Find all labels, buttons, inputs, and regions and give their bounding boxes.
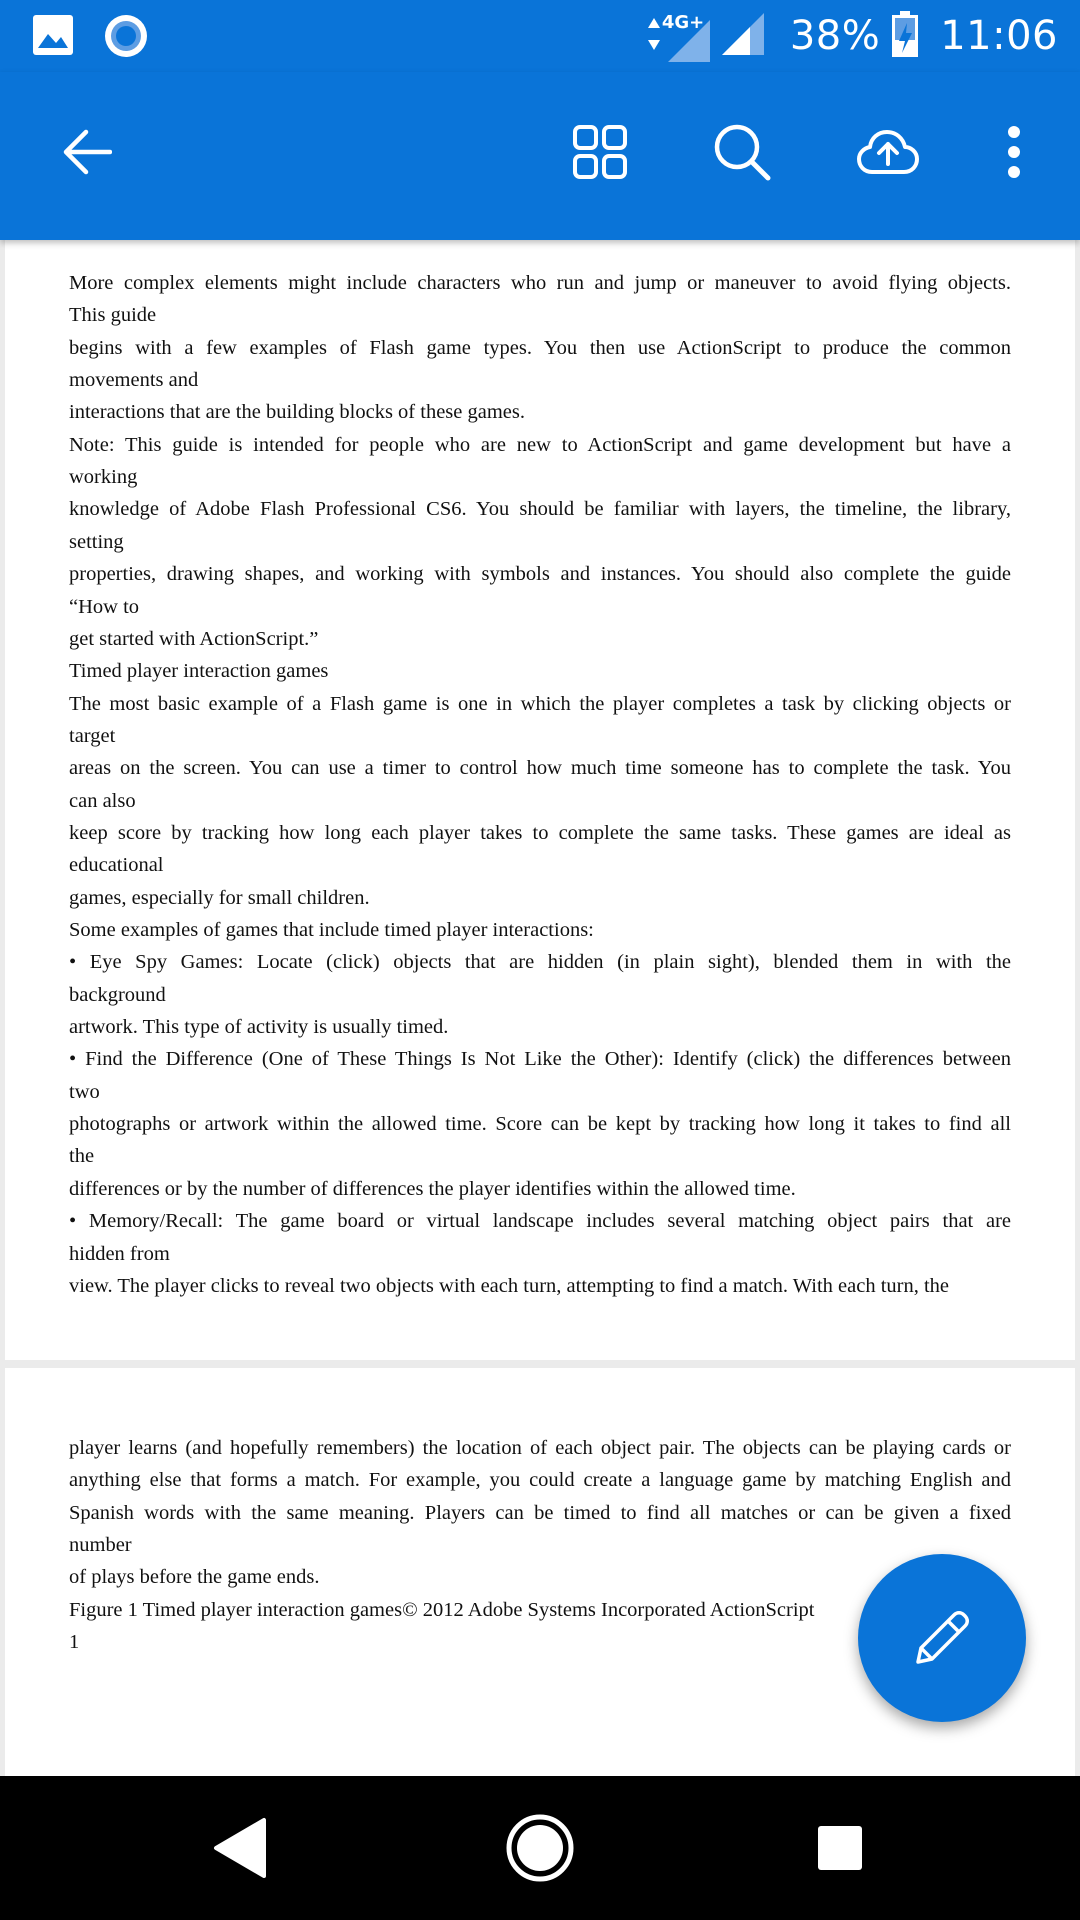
text-line: of plays before the game ends. [69, 1566, 320, 1589]
text-line: background [69, 983, 166, 1006]
text-line: Some examples of games that include timed player interactions: [69, 919, 594, 941]
text-line: keep score by tracking how long each player takes to complete the same tasks. These games are ideal as [69, 821, 1011, 844]
text-line: Note: This guide is intended for people who are new to ActionScript and game development but have a [69, 433, 1011, 456]
cloud-upload-icon [856, 128, 920, 176]
battery-charging-icon [892, 11, 918, 61]
nav-back-icon [212, 1817, 268, 1879]
sync-notification-icon [104, 14, 148, 63]
text-line: interactions that are the building blocks of these games. [69, 401, 525, 424]
nav-recents-button[interactable] [780, 1788, 900, 1908]
text-line: view. The player clicks to reveal two objects with each turn, attempting to find a match. With each turn, the [69, 1274, 950, 1297]
text-line: target [69, 724, 116, 747]
clock: 11:06 [940, 13, 1058, 59]
text-line: artwork. This type of activity is usually timed. [69, 1016, 449, 1039]
text-line: hidden from [69, 1242, 170, 1265]
text-line: can also [69, 789, 136, 812]
text-line: • Eye Spy Games: Locate (click) objects that are hidden (in plain sight), blended them in with the [69, 951, 1011, 974]
text-line: begins with a few examples of Flash game types. You then use ActionScript to produce the common [69, 336, 1011, 359]
nav-back-button[interactable] [180, 1788, 300, 1908]
text-line: the [69, 1145, 95, 1168]
gallery-notification-icon [32, 14, 74, 61]
text-line: Timed player interaction games [69, 660, 329, 683]
status-bar [0, 0, 1080, 72]
status-indicators [642, 0, 1058, 72]
text-line: anything else that forms a match. For example, you could create a language game by matching English and [69, 1469, 1011, 1492]
text-line: The most basic example of a Flash game is one in which the player completes a task by clicking objects or [69, 692, 1011, 715]
text-line: two [69, 1080, 100, 1103]
more-vert-icon [1004, 124, 1024, 180]
app-toolbar [0, 72, 1080, 240]
text-line: properties, drawing shapes, and working with symbols and instances. You should also complete the guide [69, 563, 1011, 586]
text-line: areas on the screen. You can use a timer to control how much time someone has to complete the task. You [69, 757, 1011, 780]
system-nav-bar [0, 1776, 1080, 1920]
text-line: educational [69, 854, 164, 877]
cloud-upload-button[interactable] [840, 104, 936, 200]
text-line: movements and [69, 369, 199, 392]
text-line: knowledge of Adobe Flash Professional CS6. You should be familiar with layers, the timeline, the library, [69, 498, 1011, 521]
text-line: “How to [69, 595, 140, 618]
battery-percent: 38% [789, 13, 881, 59]
signal-strength-icon [720, 11, 766, 61]
text-line: setting [69, 530, 124, 553]
nav-home-icon [505, 1813, 575, 1883]
nav-recents-icon [816, 1824, 864, 1872]
text-line: differences or by the number of differences the player identifies within the allowed time. [69, 1177, 796, 1200]
text-line: player learns (and hopefully remembers) the location of each object pair. The objects can be playing cards or [69, 1437, 1011, 1459]
text-line: • Memory/Recall: The game board or virtual landscape includes several matching object pairs that are [69, 1210, 1011, 1233]
more-options-button[interactable] [966, 104, 1062, 200]
search-icon [712, 122, 772, 182]
text-line: Figure 1 Timed player interaction games© 2012 Adobe Systems Incorporated ActionScript [69, 1598, 815, 1621]
text-line: photographs or artwork within the allowed time. Score can be kept by tracking how long it takes to find all [69, 1113, 1011, 1136]
back-button[interactable] [38, 104, 134, 200]
grid-view-button[interactable] [552, 104, 648, 200]
text-line: 1 [69, 1631, 80, 1654]
document-viewer[interactable] [0, 240, 1080, 1776]
pencil-edit-icon [910, 1606, 974, 1670]
text-line: This guide [69, 304, 157, 327]
text-line: working [69, 466, 138, 489]
grid-view-icon [572, 124, 628, 180]
text-line: number [69, 1534, 132, 1557]
text-line: • Find the Difference (One of These Things Is Not Like the Other): Identify (click) the differences between [69, 1048, 1011, 1071]
mobile-data-icon [642, 6, 714, 66]
document-page-1 [5, 240, 1075, 1360]
back-arrow-icon [60, 128, 112, 176]
text-line: Spanish words with the same meaning. Players can be timed to find all matches or can be given a fixed [69, 1501, 1011, 1524]
text-line: games, especially for small children. [69, 886, 370, 909]
nav-home-button[interactable] [480, 1788, 600, 1908]
text-line: More complex elements might include characters who run and jump or maneuver to avoid flying objects. [69, 272, 1011, 294]
edit-fab-button[interactable] [858, 1554, 1026, 1722]
text-line: get started with ActionScript.” [69, 627, 319, 650]
search-button[interactable] [694, 104, 790, 200]
network-type-label: 4G+ [661, 12, 705, 33]
